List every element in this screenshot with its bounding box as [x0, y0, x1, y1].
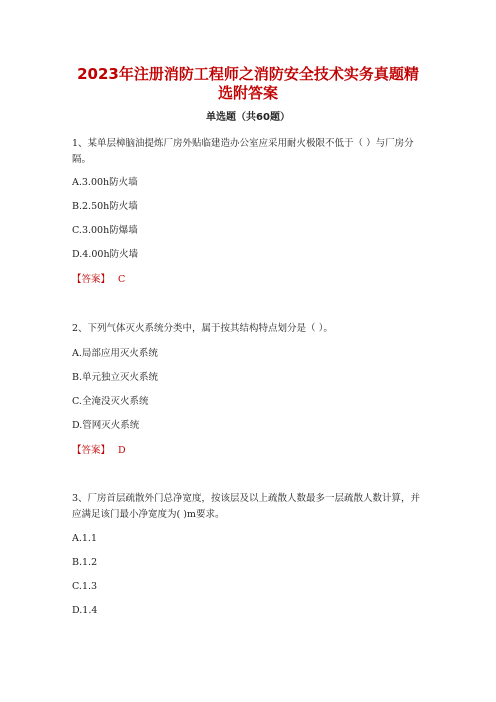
- question-1-answer: [72, 273, 125, 287]
- question-1-option-a: A.3.00h防火墙: [72, 177, 138, 188]
- question-2-option-b: B.单元独立灭火系统: [72, 372, 159, 383]
- question-1-option-c: C.3.00h防爆墙: [72, 225, 138, 236]
- question-3-option-b: B.1.2: [72, 557, 98, 568]
- document-title-line-1: 2023年注册消防工程师之消防安全技术实务真题精: [77, 65, 419, 83]
- question-3-text: 3、厂房首层疏散外门总净宽度，按该层及以上疏散人数最多一层疏散人数计算，并应满足该门最小净宽度为( )m要求。: [72, 493, 421, 520]
- answer-label: 【答案】: [72, 445, 111, 456]
- answer-value: D: [118, 445, 126, 456]
- question-3-option-c: C.1.3: [72, 581, 98, 592]
- question-2-option-d: D.管网灭火系统: [72, 420, 140, 431]
- question-1-text: 1、某单层樟脑油提炼厂房外贴临建造办公室应采用耐火极限不低于（ ）与厂房分隔。: [72, 138, 414, 165]
- answer-label: 【答案】: [72, 274, 111, 285]
- question-1-option-d: D.4.00h防火墙: [72, 249, 139, 260]
- question-1-option-b: B.2.50h防火墙: [72, 201, 138, 212]
- section-heading: 单选题（共60题）: [206, 112, 290, 123]
- question-2-answer: [72, 444, 126, 458]
- question-3-option-a: A.1.1: [72, 533, 97, 544]
- document-title-line-2: 选附答案: [217, 84, 278, 102]
- answer-value: C: [118, 274, 126, 285]
- question-2-text: 2、下列气体灭火系统分类中，属于按其结构特点划分是（ ）。: [72, 323, 333, 334]
- question-2-option-c: C.全淹没灭火系统: [72, 396, 149, 407]
- question-2-option-a: A.局部应用灭火系统: [72, 348, 158, 359]
- question-3-option-d: D.1.4: [72, 605, 98, 616]
